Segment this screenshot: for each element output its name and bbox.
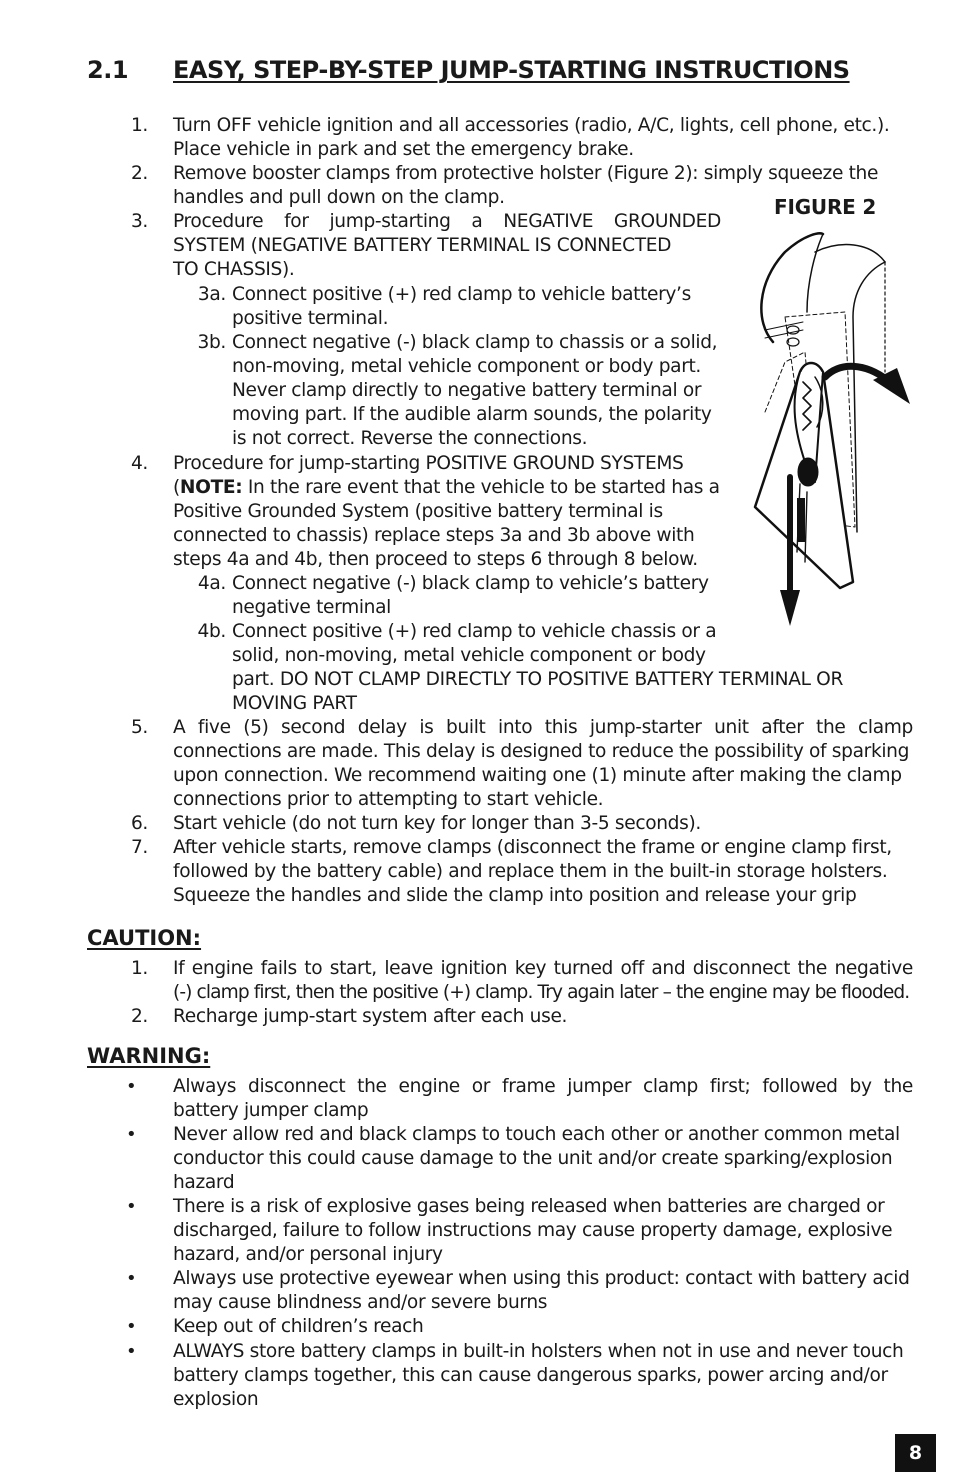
step-text-line: connections are made. This delay is designed to reduce the possibility of sparking [173, 741, 910, 762]
step-number: 6. [130, 813, 148, 834]
holster-side [853, 262, 885, 532]
caution-text-line: Recharge jump-start system after each use. [173, 1006, 568, 1027]
step-text-line: connected to chassis) replace steps 3a and 3b above with [173, 525, 695, 546]
warning-text-line: explosion [173, 1389, 259, 1410]
step-text-line: SYSTEM (NEGATIVE BATTERY TERMINAL IS CONNECTED [173, 235, 672, 256]
warning-text-line: battery clamps together, this can cause dangerous sparks, power arcing and/or [173, 1365, 888, 1386]
step-text-line: followed by the battery cable) and replace them in the built-in storage holsters. [173, 861, 888, 882]
caution-number: 1. [130, 958, 148, 979]
caution-number: 2. [130, 1006, 148, 1027]
step-text-line: Never clamp directly to negative battery terminal or [232, 380, 702, 401]
substep-number: 4a. [197, 573, 226, 594]
step-text-line: Connect negative (-) black clamp to chassis or a solid, [232, 332, 718, 353]
step-text-line: steps 4a and 4b, then proceed to steps 6 through 8 below. [173, 549, 698, 570]
page-number: 8 [895, 1434, 936, 1472]
step-text-line: solid, non-moving, metal vehicle component or body [232, 645, 706, 666]
warning-text-line: Keep out of children’s reach [173, 1316, 424, 1337]
step-text-line: Positive Grounded System (positive battery terminal is [173, 501, 663, 522]
bullet: • [126, 1196, 137, 1217]
step-text-line: Connect positive (+) red clamp to vehicle chassis or a [232, 621, 717, 642]
step-text-line: TO CHASSIS). [173, 259, 295, 280]
step-number: 7. [130, 837, 148, 858]
warning-text-line: Always disconnect the engine or frame jumper clamp first; followed by the [173, 1076, 913, 1097]
step-text-line: upon connection. We recommend waiting one (1) minute after making the clamp [173, 765, 902, 786]
section-title: EASY, STEP-BY-STEP JUMP-STARTING INSTRUCTIONS [173, 56, 850, 84]
figure-label: FIGURE 2 [774, 195, 877, 219]
caution-text-line: (-) clamp first, then the positive (+) clamp. Try again later – the engine may be flooded. [173, 982, 910, 1003]
warning-text-line: hazard [173, 1172, 235, 1193]
step-text-line: A five (5) second delay is built into this jump-starter unit after the clamp [173, 717, 913, 738]
step-text-line: positive terminal. [232, 308, 389, 329]
bullet: • [126, 1316, 137, 1337]
step-text-line: connections prior to attempting to start vehicle. [173, 789, 604, 810]
step-number: 4. [130, 453, 148, 474]
substep-number: 3a. [197, 284, 226, 305]
bullet: • [126, 1124, 137, 1145]
clamp-grip-ridges [797, 498, 805, 542]
note-text: In the rare event that the vehicle to be started has a [242, 477, 720, 498]
clamp-holster-illustration [745, 222, 920, 632]
step-number: 3. [130, 211, 148, 232]
step-number: 5. [130, 717, 148, 738]
bullet: • [126, 1341, 137, 1362]
pull-down-arrow-head [780, 590, 800, 626]
warning-text-line: There is a risk of explosive gases being released when batteries are charged or [173, 1196, 885, 1217]
step-text-line: negative terminal [232, 597, 391, 618]
warning-text-line: conductor this could cause damage to the unit and/or create sparking/explosion [173, 1148, 893, 1169]
step-text-line: Connect negative (-) black clamp to vehicle’s battery [232, 573, 709, 594]
step-text-line: moving part. If the audible alarm sounds, the polarity [232, 404, 712, 425]
holster-top-curve [815, 245, 885, 262]
step-text-line: is not correct. Reverse the connections. [232, 428, 588, 449]
step-number: 2. [130, 163, 148, 184]
step-text-line: Procedure for jump-starting POSITIVE GROUND SYSTEMS [173, 453, 684, 474]
holster-inner-edge [807, 234, 823, 312]
warning-text-line: battery jumper clamp [173, 1100, 369, 1121]
step-text-line: Squeeze the handles and slide the clamp into position and release your grip [173, 885, 857, 906]
warning-text-line: hazard, and/or personal injury [173, 1244, 443, 1265]
clamp-pivot [798, 458, 818, 486]
warning-text-line: Never allow red and black clamps to touch each other or another common metal [173, 1124, 900, 1145]
step-text-line: non-moving, metal vehicle component or body part. [232, 356, 701, 377]
step-text-line: Connect positive (+) red clamp to vehicle battery’s [232, 284, 691, 305]
warning-text-line: ALWAYS store battery clamps in built-in holsters when not in use and never touch [173, 1341, 904, 1362]
warning-text-line: Always use protective eyewear when using this product: contact with battery acid [173, 1268, 910, 1289]
step-text-line: After vehicle starts, remove clamps (disconnect the frame or engine clamp first, [173, 837, 892, 858]
step-text-line: Remove booster clamps from protective holster (Figure 2): simply squeeze the [173, 163, 879, 184]
step-text-line [173, 476, 728, 500]
bullet: • [126, 1076, 137, 1097]
substep-number: 3b. [197, 332, 226, 353]
step-number: 1. [130, 115, 148, 136]
warning-heading: WARNING: [87, 1044, 211, 1068]
step-text-line: Turn OFF vehicle ignition and all accessories (radio, A/C, lights, cell phone, etc.). [173, 115, 890, 136]
note-label: NOTE: [179, 477, 243, 498]
warning-text-line: discharged, failure to follow instructions may cause property damage, explosive [173, 1220, 893, 1241]
peg-bar [765, 322, 803, 338]
bullet: • [126, 1268, 137, 1289]
step-text-line: Place vehicle in park and set the emergency brake. [173, 139, 634, 160]
step-text-line: MOVING PART [232, 693, 357, 714]
substep-number: 4b. [197, 621, 226, 642]
warning-text-line: may cause blindness and/or severe burns [173, 1292, 548, 1313]
step-text-line: part. DO NOT CLAMP DIRECTLY TO POSITIVE BATTERY TERMINAL OR [232, 669, 844, 690]
caution-text-line: If engine fails to start, leave ignition key turned off and disconnect the negative [173, 958, 913, 979]
caution-heading: CAUTION: [87, 926, 202, 950]
section-heading [87, 56, 850, 84]
step-text-line: handles and pull down on the clamp. [173, 187, 505, 208]
section-number: 2.1 [87, 56, 129, 84]
step-text-line: Start vehicle (do not turn key for longer than 3-5 seconds). [173, 813, 701, 834]
step-text-line: Procedure for jump-starting a NEGATIVE GROUNDED [173, 211, 721, 232]
paren: ( [173, 477, 180, 498]
